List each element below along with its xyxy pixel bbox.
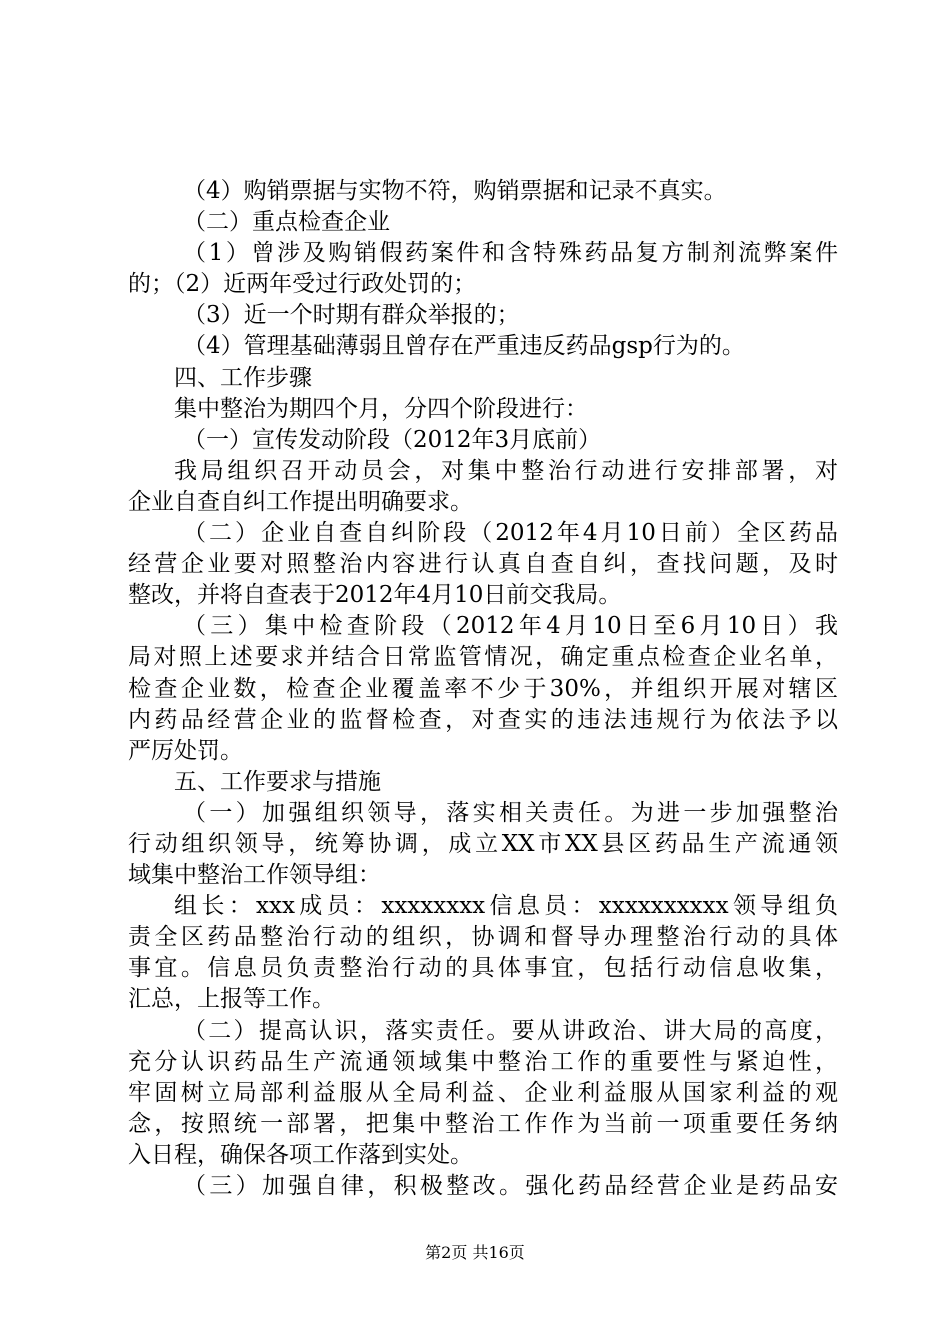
text-line: （3）近一个时期有群众举报的； <box>183 302 520 329</box>
text-line: 念，按照统一部署，把集中整治工作作为当前一项重要任务纳 <box>128 1110 838 1137</box>
text-line: 事宜。信息员负责整治行动的具体事宜，包括行动信息收集， <box>128 955 838 982</box>
text-line: 行动组织领导，统筹协调，成立XX市XX县区药品生产流通领 <box>128 830 838 857</box>
text-line: 五、工作要求与措施 <box>174 768 381 795</box>
text-line: 责全区药品整治行动的组织，协调和督导办理整治行动的具体 <box>128 924 838 951</box>
text-line: （二）企业自查自纠阶段（2012年4月10日前）全区药品 <box>183 520 838 547</box>
text-line: 我局组织召开动员会，对集中整治行动进行安排部署，对 <box>174 457 838 484</box>
text-line: 局对照上述要求并结合日常监管情况，确定重点检查企业名单， <box>128 644 838 671</box>
text-line: 牢固树立局部利益服从全局利益、企业利益服从国家利益的观 <box>128 1079 838 1106</box>
text-line: 内药品经营企业的监督检查，对查实的违法违规行为依法予以 <box>128 706 838 733</box>
text-line: （1）曾涉及购销假药案件和含特殊药品复方制剂流弊案件 <box>183 240 838 267</box>
text-line: 充分认识药品生产流通领域集中整治工作的重要性与紧迫性， <box>128 1048 838 1075</box>
text-line: 检查企业数，检查企业覆盖率不少于30%，并组织开展对辖区 <box>128 675 838 702</box>
text-line: 企业自查自纠工作提出明确要求。 <box>128 488 473 515</box>
text-line: 四、工作步骤 <box>174 364 312 391</box>
text-line: 集中整治为期四个月，分四个阶段进行： <box>174 395 588 422</box>
text-line: 严厉处罚。 <box>128 737 243 764</box>
text-line: 汇总，上报等工作。 <box>128 986 335 1013</box>
page-footer: 第2页 共16页 <box>425 1243 525 1262</box>
text-line: 整改，并将自查表于2012年4月10日前交我局。 <box>128 582 622 609</box>
text-line: （一）加强组织领导，落实相关责任。为进一步加强整治 <box>183 799 838 826</box>
text-line: （二）提高认识，落实责任。要从讲政治、讲大局的高度， <box>183 1017 838 1044</box>
text-line: 入日程，确保各项工作落到实处。 <box>128 1141 473 1168</box>
text-line: （4）购销票据与实物不符，购销票据和记录不真实。 <box>183 178 727 204</box>
text-line: （4）管理基础薄弱且曾存在严重违反药品gsp行为的。 <box>183 333 745 360</box>
text-line: （三）集中检查阶段（2012年4月10日至6月10日）我 <box>183 613 838 640</box>
text-line: （二）重点检查企业 <box>183 209 390 236</box>
document-body <box>128 176 838 1202</box>
text-line: 组长：xxx成员：xxxxxxxx信息员：xxxxxxxxxx领导组负 <box>174 893 838 920</box>
text-line: 的；（2）近两年受过行政处罚的； <box>128 271 477 298</box>
text-line: 经营企业要对照整治内容进行认真自查自纠，查找问题，及时 <box>128 551 838 578</box>
text-line: 域集中整治工作领导组： <box>128 862 381 889</box>
text-line: （一）宣传发动阶段（2012年3月底前） <box>183 426 602 453</box>
text-line: （三）加强自律，积极整改。强化药品经营企业是药品安 <box>183 1173 838 1199</box>
